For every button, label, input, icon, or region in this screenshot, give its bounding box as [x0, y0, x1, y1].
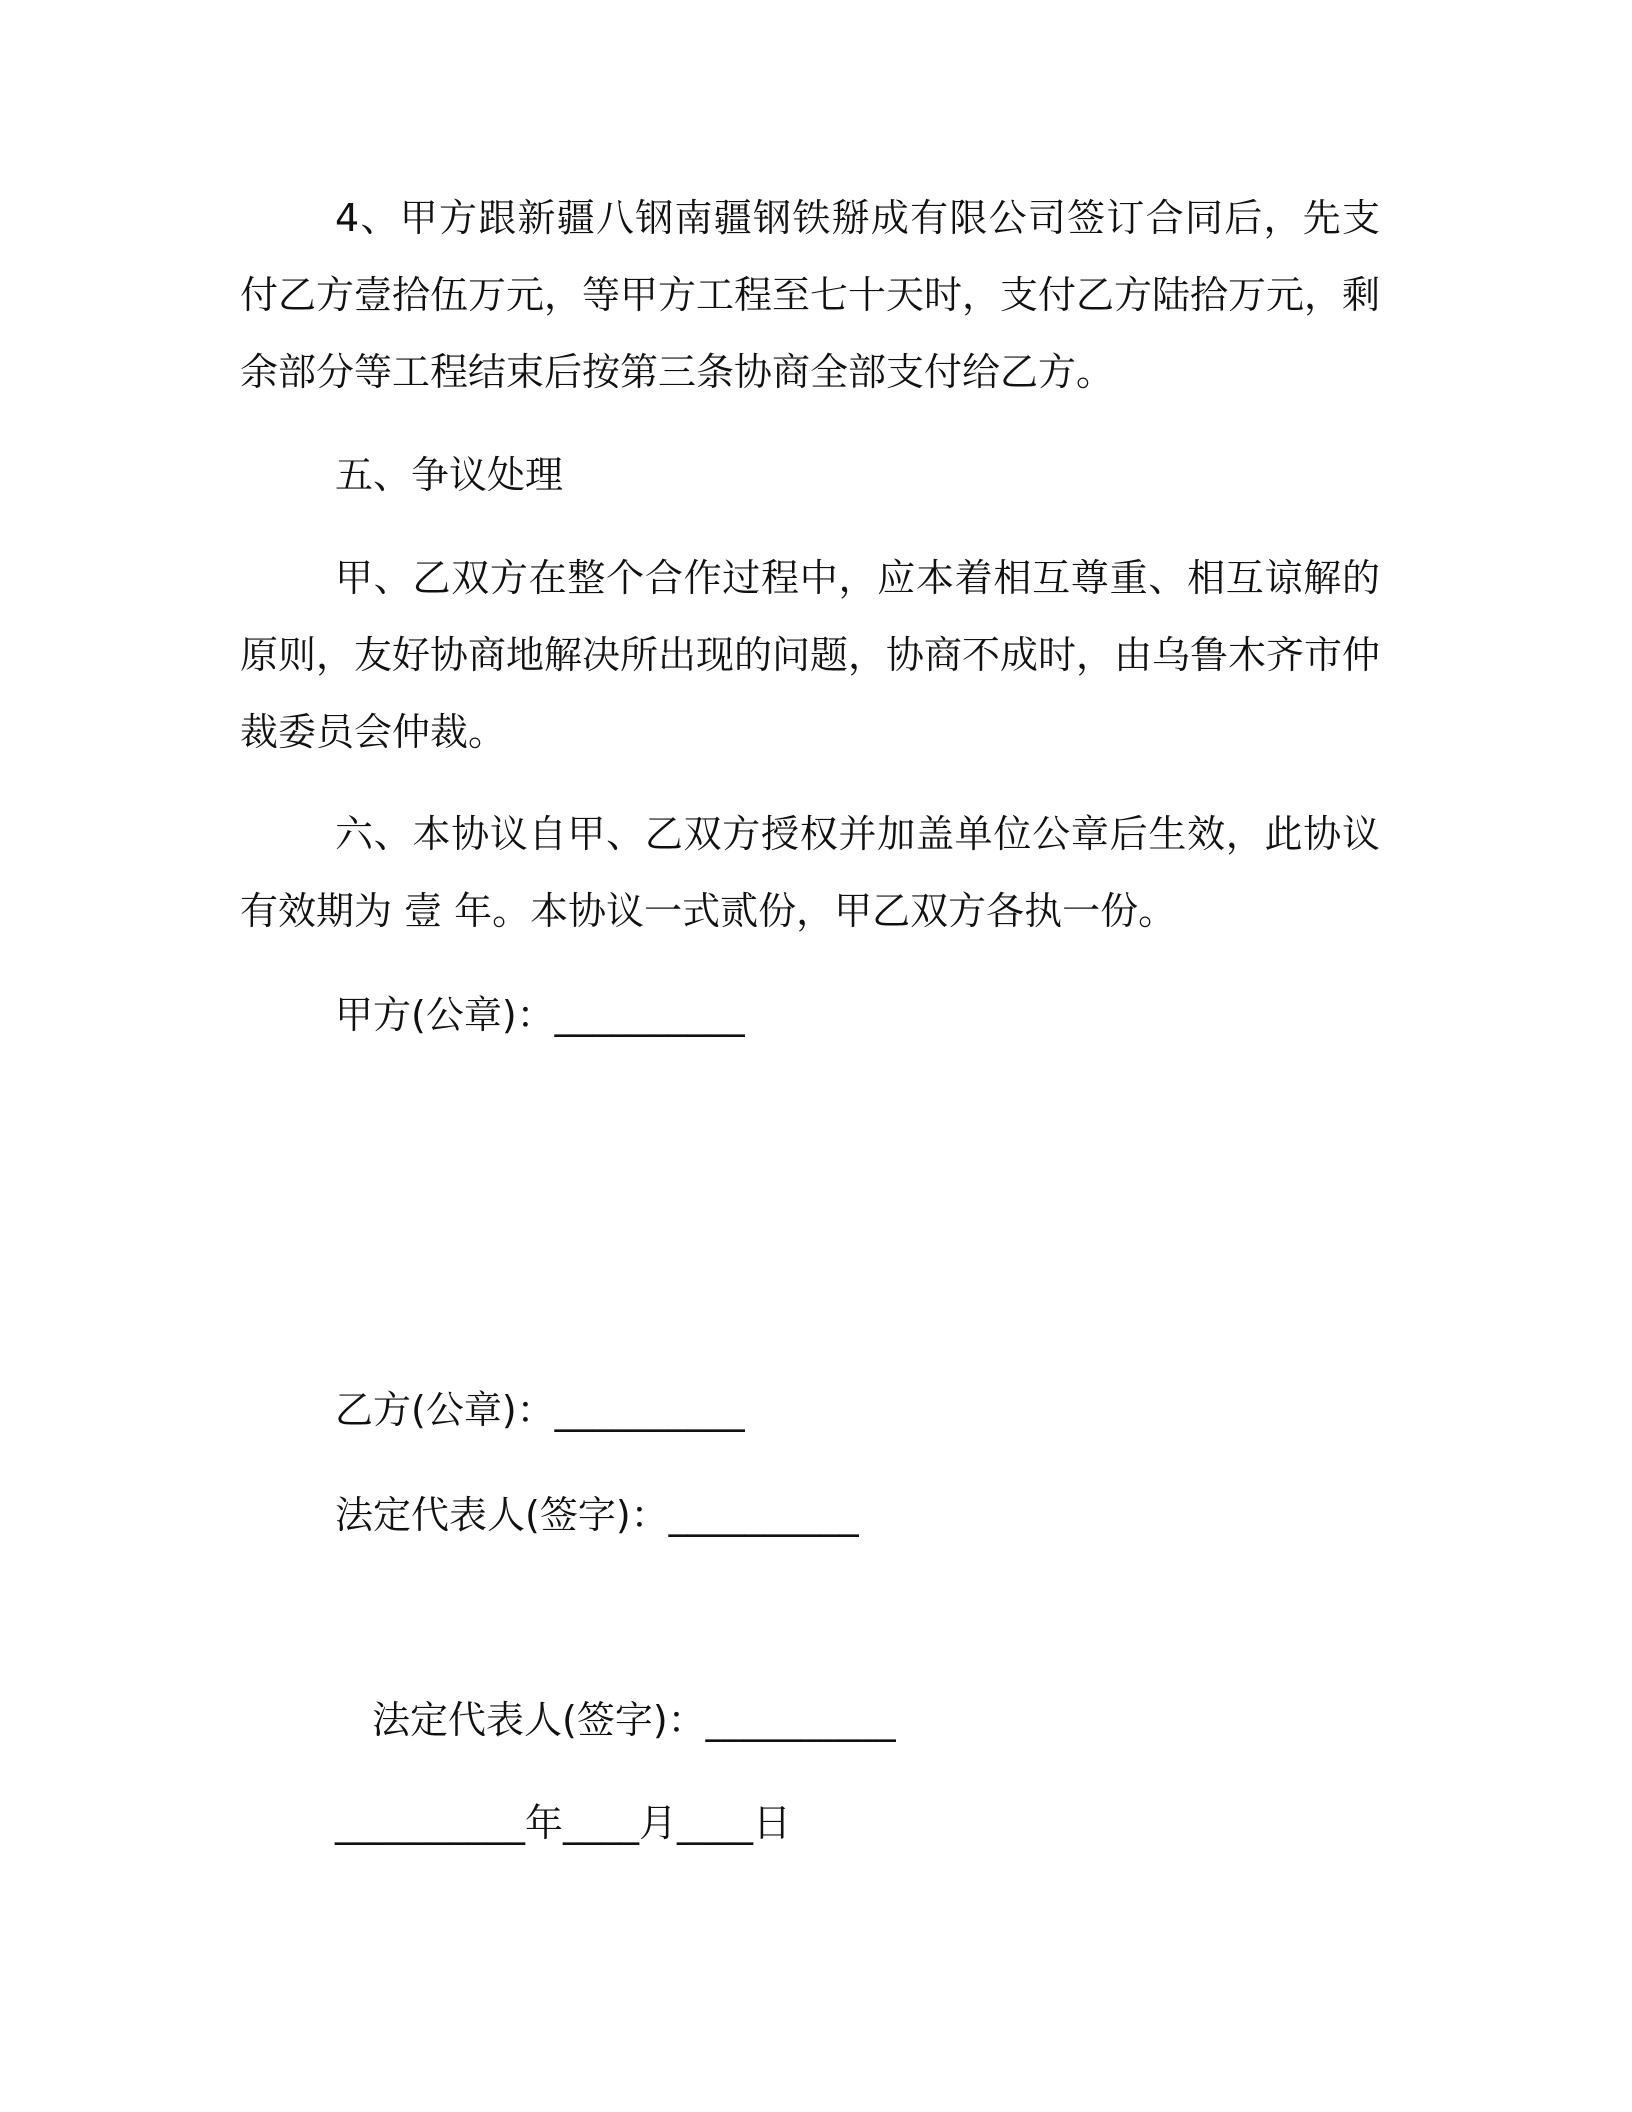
clause-4-paragraph: 4、甲方跟新疆八钢南疆钢铁掰成有限公司签订合同后，先支付乙方壹拾伍万元，等甲方工程至七十天时，支付乙方陆拾万元，剩余部分等工程结束后按第三条协商全部支付给乙方。 [240, 196, 1381, 394]
dispute-paragraph: 甲、乙双方在整个合作过程中，应本着相互尊重、相互谅解的原则，友好协商地解决所出现的问题，协商不成时，由乌鲁木齐市仲裁委员会仲裁。 [240, 556, 1381, 754]
legal-representative-signature-line: 法定代表人(签字)：__________ [335, 1493, 859, 1537]
party-a-seal-line: 甲方(公章)：__________ [335, 993, 745, 1037]
date-line: __________年____月____日 [335, 1801, 792, 1845]
section-6-paragraph: 六、本协议自甲、乙双方授权并加盖单位公章后生效，此协议有效期为 壹 年。本协议一式贰份，甲乙双方各执一份。 [240, 812, 1380, 933]
party-b-seal-line: 乙方(公章)：__________ [335, 1388, 745, 1432]
legal-representative-signature-line-2: 法定代表人(签字)：__________ [372, 1698, 896, 1742]
section-5-heading: 五、争议处理 [335, 453, 564, 497]
